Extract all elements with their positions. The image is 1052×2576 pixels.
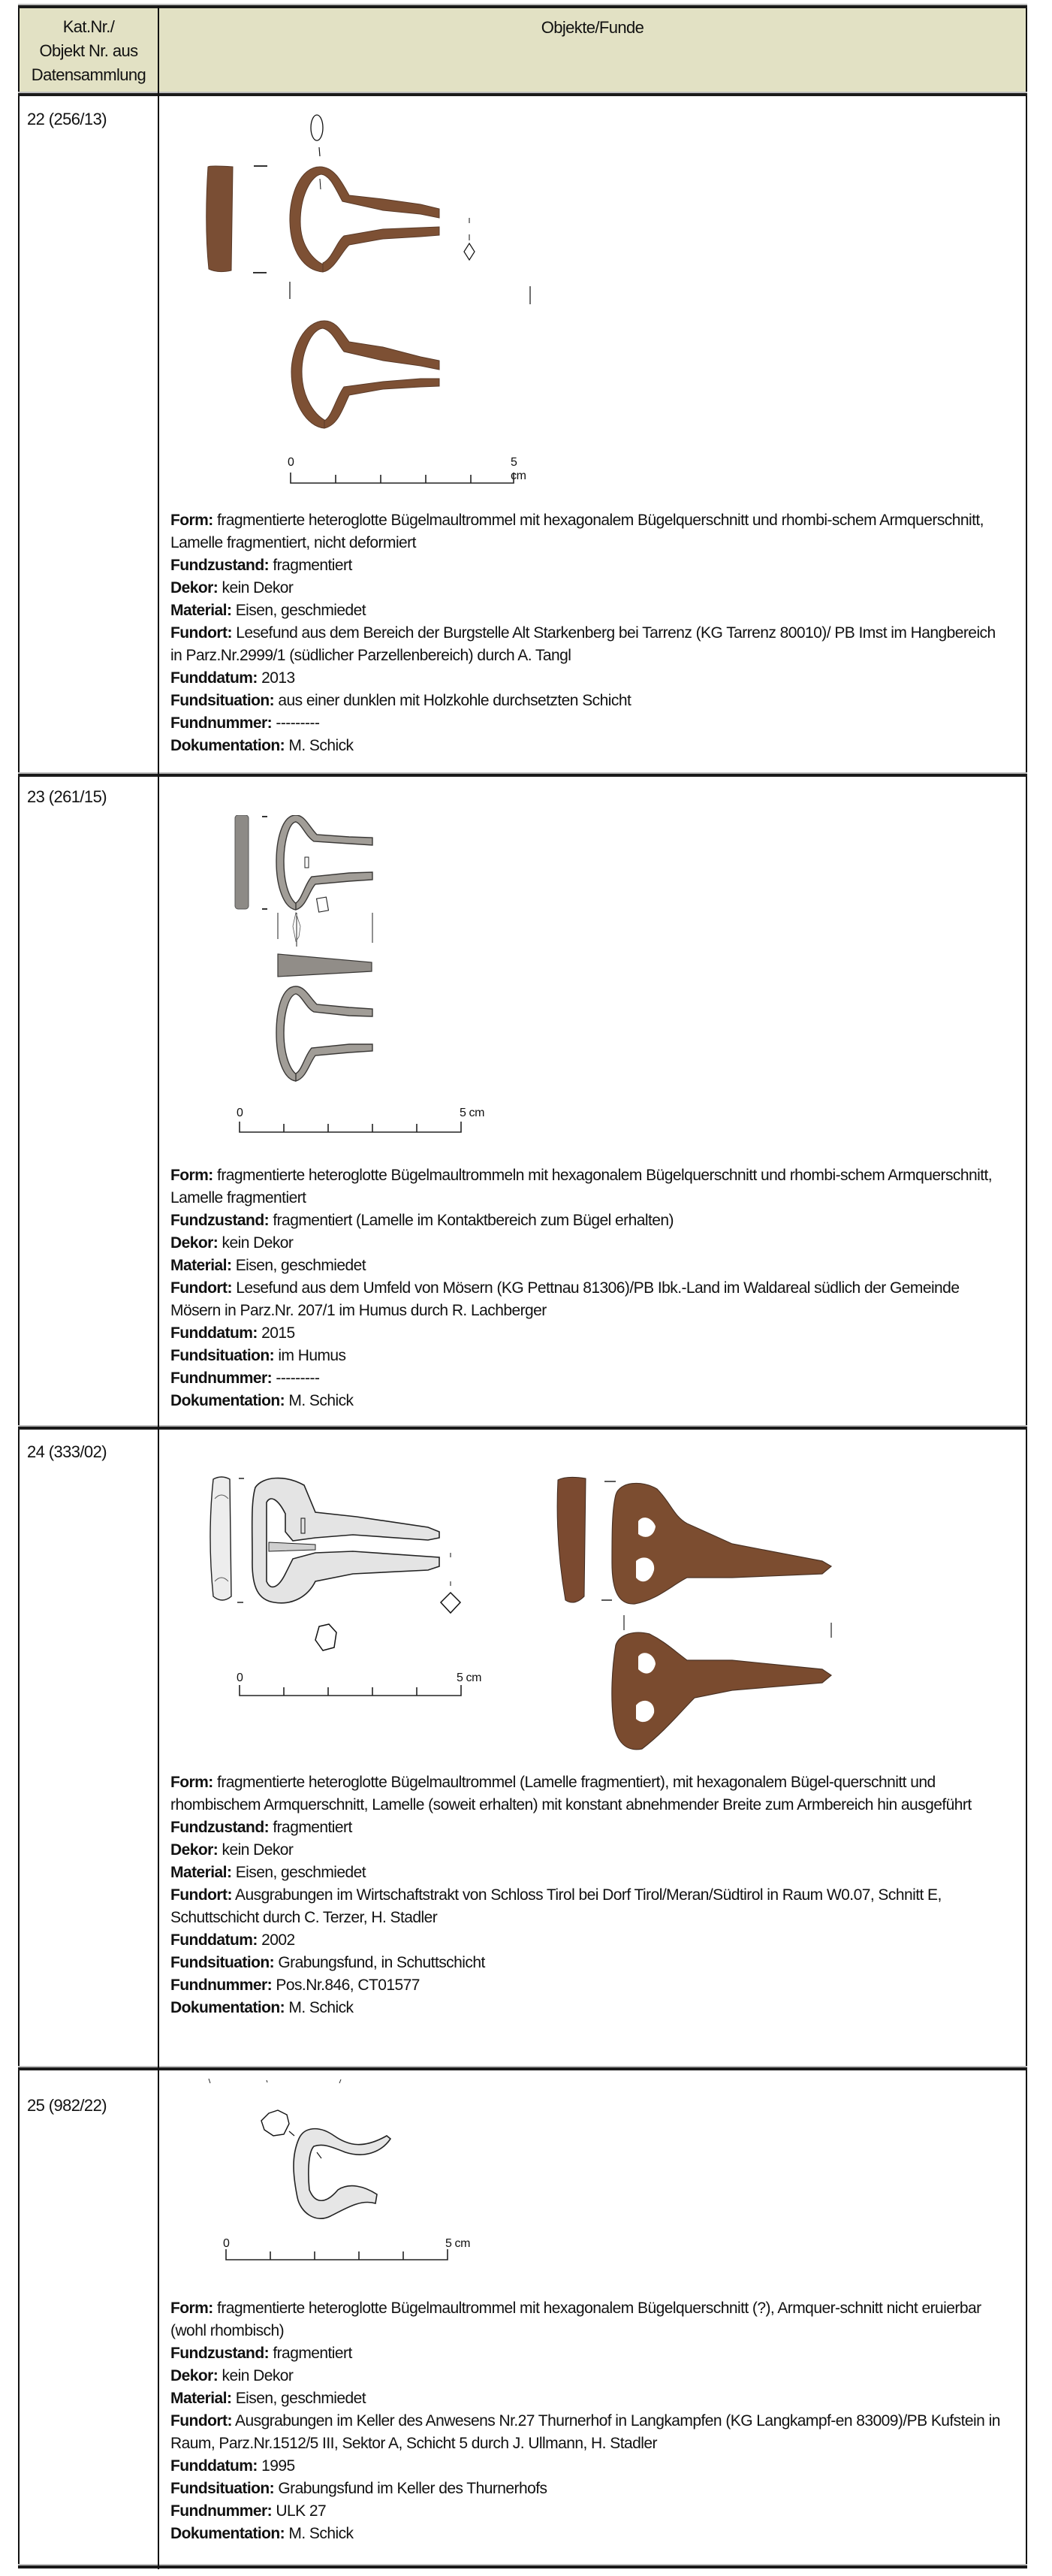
field-funddatum: [170, 1322, 1010, 1345]
object-description: [170, 1771, 1010, 2019]
field-fundzustand: [170, 2342, 1010, 2365]
scale-label-end: 5 cm: [511, 456, 526, 482]
field-dekor: [170, 2365, 1010, 2387]
field-label: Fundort:: [170, 1279, 232, 1297]
field-fundsituation: [170, 1952, 1010, 1974]
silver-jaws-harp-photo: [235, 815, 372, 1081]
field-value: kein Dekor: [218, 2367, 294, 2384]
field-label: Form:: [170, 1774, 213, 1791]
field-value: ---------: [272, 1370, 320, 1387]
field-value: ---------: [272, 714, 320, 732]
field-label: Dekor:: [170, 1234, 219, 1252]
field-value: Lesefund aus dem Bereich der Burgstelle Alt Starkenberg bei Tarrenz (KG Tarrenz 80010)/ PB Imst im Hangbereich in Parz.Nr.2999/1 (südlicher Parzellenbereich) durch A. Tangl: [170, 624, 996, 664]
field-fundnummer: [170, 712, 1010, 735]
header-kat-line: Datensammlung: [31, 65, 146, 84]
field-value: fragmentierte heteroglotte Bügelmaultrommeln mit hexagonalem Bügelquerschnitt und rhombi-schem Armquerschnitt, Lamelle fragmentiert: [170, 1167, 993, 1206]
field-value: Eisen, geschmiedet: [231, 2390, 366, 2407]
field-label: Dekor:: [170, 579, 219, 596]
table-top-rule: [18, 5, 1027, 8]
field-value: im Humus: [274, 1347, 346, 1364]
field-value: M. Schick: [285, 1999, 354, 2016]
ink-drawing: [210, 1477, 460, 1650]
field-form: [170, 2297, 1010, 2342]
field-dokumentation: [170, 2523, 1010, 2545]
header-objekte-funde: Objekte/Funde: [541, 18, 644, 37]
field-form: [170, 1164, 1010, 1209]
field-label: Fundsituation:: [170, 1347, 275, 1364]
row-divider: [18, 2067, 1027, 2070]
field-label: Material:: [170, 1864, 232, 1881]
field-value: Lesefund aus dem Umfeld von Mösern (KG Pettnau 81306)/PB Ibk.-Land im Waldareal südlich der Gemeinde Mösern in Parz.Nr. 207/1 im Humus durch R. Lachberger: [170, 1279, 960, 1319]
field-fundsituation: [170, 690, 1010, 712]
scale-label-start: 0: [237, 1672, 243, 1684]
field-label: Dokumentation:: [170, 2525, 285, 2542]
field-dokumentation: [170, 1997, 1010, 2019]
field-value: Ausgrabungen im Keller des Anwesens Nr.27 Thurnerhof in Langkampfen (KG Langkampf-en 83009)/PB Kufstein in Raum, Parz.Nr.1512/5 III, Sektor A, Schicht 5 durch J. Ullmann, H. Stadler: [170, 2412, 1000, 2452]
artifact-photo: [552, 1472, 852, 1758]
header-bottom-rule: [18, 93, 1027, 96]
artifact-drawing: [203, 2077, 443, 2227]
field-label: Material:: [170, 602, 232, 619]
field-value: 1995: [257, 2457, 295, 2475]
field-value: fragmentiert: [269, 1819, 352, 1836]
cross-section-diamond-icon: [464, 243, 475, 260]
field-dekor: [170, 577, 1010, 599]
header-kat-line: Kat.Nr./: [62, 17, 115, 36]
field-label: Form:: [170, 512, 213, 529]
field-value: fragmentiert (Lamelle im Kontaktbereich zum Bügel erhalten): [269, 1212, 674, 1229]
field-value: 2013: [257, 669, 295, 687]
artifact-figure: [218, 815, 466, 1101]
field-value: Eisen, geschmiedet: [231, 1257, 366, 1274]
field-value: fragmentiert: [269, 557, 352, 574]
field-value: fragmentierte heteroglotte Bügelmaultrommel (Lamelle fragmentiert), mit hexagonalem Bügel-querschnitt und rhombischem Armquerschnitt, Lamelle (soweit erhalten) mit konstant abnehmender Breite zum Armbereich hin ausgeführt: [170, 1774, 972, 1813]
artifact-drawing: [203, 1469, 518, 1656]
field-label: Material:: [170, 1257, 232, 1274]
field-form: [170, 509, 1010, 554]
field-value: Grabungsfund im Keller des Thurnerhofs: [274, 2480, 547, 2497]
field-value: aus einer dunklen mit Holzkohle durchsetzten Schicht: [274, 692, 632, 709]
field-value: ULK 27: [272, 2502, 327, 2520]
field-material: [170, 2387, 1010, 2410]
field-value: fragmentiert: [269, 2345, 352, 2362]
rusty-jaws-harp-photo: [206, 115, 530, 428]
kat-nr: 25 (982/22): [27, 2096, 107, 2115]
field-label: Fundzustand:: [170, 1819, 270, 1836]
object-description: [170, 1164, 1010, 1412]
scale-bar: [225, 2237, 481, 2271]
scale-label-end: 5 cm: [445, 2237, 471, 2250]
field-label: Form:: [170, 2300, 213, 2317]
row-divider: [18, 1427, 1027, 1430]
field-label: Fundort:: [170, 2412, 232, 2430]
field-value: kein Dekor: [218, 1841, 294, 1859]
field-value: Eisen, geschmiedet: [231, 602, 366, 619]
field-label: Fundsituation:: [170, 1954, 275, 1971]
field-label: Dokumentation:: [170, 1999, 285, 2016]
table-bottom-rule: [18, 2565, 1027, 2568]
field-label: Fundnummer:: [170, 714, 273, 732]
field-label: Fundzustand:: [170, 2345, 270, 2362]
scale-bar: [239, 1107, 494, 1140]
scale-bar: [239, 1672, 494, 1705]
field-value: fragmentierte heteroglotte Bügelmaultrommel mit hexagonalem Bügelquerschnitt (?), Armquer-schnitt nicht eruierbar (wohl rhombisch): [170, 2300, 981, 2339]
kat-nr: 24 (333/02): [27, 1442, 107, 1461]
field-label: Dokumentation:: [170, 737, 285, 754]
field-label: Fundzustand:: [170, 1212, 270, 1229]
rusty-photo: [557, 1477, 831, 1749]
scale-bar: [288, 456, 526, 490]
field-dokumentation: [170, 735, 1010, 757]
cross-section-diamond-icon: [441, 1593, 460, 1613]
field-fundnummer: [170, 1367, 1010, 1390]
field-label: Material:: [170, 2390, 232, 2407]
field-value: M. Schick: [285, 1392, 354, 1409]
field-label: Dekor:: [170, 2367, 219, 2384]
field-value: M. Schick: [285, 2525, 354, 2542]
field-funddatum: [170, 667, 1010, 690]
field-fundort: [170, 1277, 1010, 1322]
column-separator: [158, 6, 159, 2569]
field-value: Grabungsfund, in Schuttschicht: [274, 1954, 485, 1971]
field-fundort: [170, 1884, 1010, 1929]
ink-drawing: [209, 2079, 390, 2218]
cross-section-oval-icon: [311, 115, 323, 140]
object-description: [170, 2297, 1010, 2545]
field-label: Dokumentation:: [170, 1392, 285, 1409]
field-label: Fundnummer:: [170, 2502, 273, 2520]
field-dokumentation: [170, 1390, 1010, 1412]
field-fundzustand: [170, 554, 1010, 577]
field-value: kein Dekor: [218, 1234, 294, 1252]
field-dekor: [170, 1839, 1010, 1862]
field-value: M. Schick: [285, 737, 354, 754]
artifact-figure: [195, 113, 556, 496]
field-label: Fundnummer:: [170, 1370, 273, 1387]
field-dekor: [170, 1232, 1010, 1255]
field-value: 2015: [257, 1324, 295, 1342]
cross-section-hexagon-icon: [315, 1624, 336, 1650]
field-label: Funddatum:: [170, 1324, 258, 1342]
field-label: Funddatum:: [170, 1931, 258, 1949]
field-fundnummer: [170, 2500, 1010, 2523]
field-label: Funddatum:: [170, 669, 258, 687]
field-form: [170, 1771, 1010, 1816]
field-value: fragmentierte heteroglotte Bügelmaultrommel mit hexagonalem Bügelquerschnitt und rhombi-schem Armquerschnitt, Lamelle fragmentiert, nicht deformiert: [170, 512, 984, 551]
field-funddatum: [170, 1929, 1010, 1952]
scale-label-start: 0: [237, 1107, 243, 1119]
object-description: [170, 509, 1010, 757]
scale-label-end: 5 cm: [460, 1107, 485, 1119]
field-fundort: [170, 622, 1010, 667]
row-divider: [18, 774, 1027, 777]
field-label: Fundzustand:: [170, 557, 270, 574]
header-kat-nr: [20, 15, 158, 87]
scale-label-start: 0: [288, 456, 294, 469]
field-fundsituation: [170, 2478, 1010, 2500]
field-fundnummer: [170, 1974, 1010, 1997]
field-material: [170, 1862, 1010, 1884]
scale-label-end: 5 cm: [457, 1672, 482, 1684]
field-material: [170, 1255, 1010, 1277]
scale-label-start: 0: [223, 2237, 230, 2250]
field-value: 2002: [257, 1931, 295, 1949]
field-label: Fundsituation:: [170, 2480, 275, 2497]
field-label: Fundsituation:: [170, 692, 275, 709]
field-label: Fundnummer:: [170, 1977, 273, 1994]
field-fundort: [170, 2410, 1010, 2455]
field-fundzustand: [170, 1816, 1010, 1839]
side-view-bar: [206, 166, 233, 272]
field-value: Ausgrabungen im Wirtschaftstrakt von Schloss Tirol bei Dorf Tirol/Meran/Südtirol in Raum W0.07, Schnitt E, Schuttschicht durch C. Terzer, H. Stadler: [170, 1886, 942, 1926]
field-label: Form:: [170, 1167, 213, 1184]
kat-nr: 22 (256/13): [27, 110, 107, 128]
field-funddatum: [170, 2455, 1010, 2478]
field-material: [170, 599, 1010, 622]
field-value: Eisen, geschmiedet: [231, 1864, 366, 1881]
field-fundsituation: [170, 1345, 1010, 1367]
kat-nr: 23 (261/15): [27, 787, 107, 806]
field-value: Pos.Nr.846, CT01577: [272, 1977, 420, 1994]
cross-section-hexagon-icon: [261, 2110, 289, 2136]
field-label: Dekor:: [170, 1841, 219, 1859]
field-label: Fundort:: [170, 624, 232, 642]
field-label: Fundort:: [170, 1886, 232, 1904]
field-label: Funddatum:: [170, 2457, 258, 2475]
field-fundzustand: [170, 1209, 1010, 1232]
header-kat-line: Objekt Nr. aus: [39, 41, 138, 60]
field-value: kein Dekor: [218, 579, 294, 596]
